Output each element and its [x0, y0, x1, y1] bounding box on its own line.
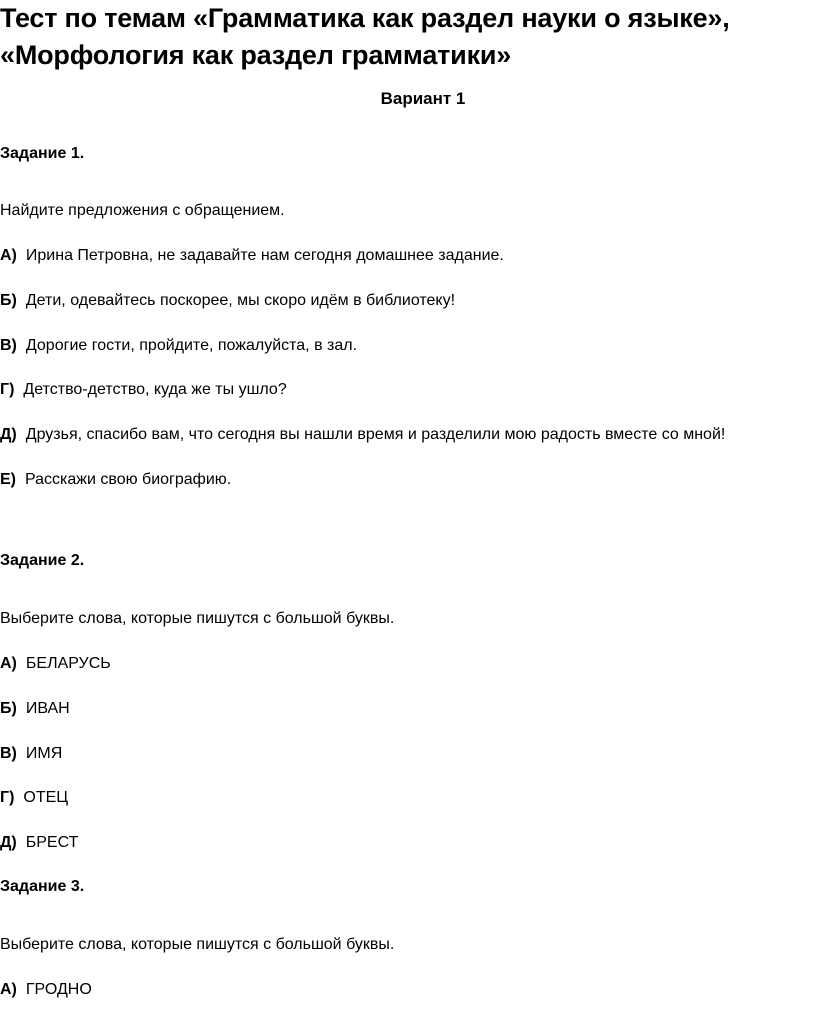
- option-text: Ирина Петровна, не задавайте нам сегодня домашнее задание.: [25, 247, 504, 264]
- option-letter: А): [0, 981, 17, 998]
- task-1-option-d: [0, 426, 725, 444]
- task-1-option-v: [0, 337, 357, 355]
- option-letter: Д): [0, 426, 17, 443]
- option-letter: В): [0, 745, 17, 762]
- task-3-heading: Задание 3.: [0, 878, 85, 895]
- option-letter: Д): [0, 834, 17, 851]
- task-2-option-b: [0, 700, 70, 718]
- option-text: Расскажи свою биографию.: [25, 471, 232, 488]
- option-letter: В): [0, 337, 17, 354]
- task-2-heading: Задание 2.: [0, 552, 85, 569]
- option-text: ИМЯ: [25, 745, 63, 762]
- task-1-prompt: Найдите предложения с обращением.: [0, 202, 285, 219]
- option-letter: Б): [0, 700, 17, 717]
- option-text: ГРОДНО: [25, 981, 92, 998]
- task-3-option-a: [0, 981, 92, 999]
- option-letter: А): [0, 247, 17, 264]
- task-2-option-g: [0, 789, 68, 807]
- task-2-option-a: [0, 655, 111, 673]
- task-1-option-e: [0, 471, 231, 489]
- option-text: Дорогие гости, пройдите, пожалуйста, в зал.: [25, 337, 358, 354]
- task-1-option-b: [0, 292, 455, 310]
- task-1-heading: Задание 1.: [0, 145, 85, 162]
- option-text: Друзья, спасибо вам, что сегодня вы нашли время и разделили мою радость вместе со мной!: [25, 426, 726, 443]
- option-letter: Е): [0, 471, 16, 488]
- option-text: ОТЕЦ: [23, 789, 69, 806]
- task-2-prompt: Выберите слова, которые пишутся с большой буквы.: [0, 610, 395, 627]
- option-letter: Б): [0, 292, 17, 309]
- task-1-option-a: [0, 247, 504, 265]
- variant-label: Вариант 1: [380, 89, 466, 108]
- task-2-option-v: [0, 745, 62, 763]
- option-text: Дети, одевайтесь поскорее, мы скоро идём в библиотеку!: [25, 292, 456, 309]
- option-text: БРЕСТ: [25, 834, 79, 851]
- option-letter: А): [0, 655, 17, 672]
- document-title-line-2: «Морфология как раздел грамматики»: [0, 40, 512, 70]
- option-letter: Г): [0, 789, 15, 806]
- option-letter: Г): [0, 381, 15, 398]
- document-title-line-1: Тест по темам «Грамматика как раздел науки о языке»,: [0, 3, 730, 33]
- task-1-option-g: [0, 381, 287, 399]
- option-text: Детство-детство, куда же ты ушло?: [23, 381, 287, 398]
- option-text: ИВАН: [25, 700, 70, 717]
- option-text: БЕЛАРУСЬ: [25, 655, 111, 672]
- document-title: [0, 0, 816, 74]
- task-2-option-d: [0, 834, 78, 852]
- task-3-prompt: Выберите слова, которые пишутся с большой буквы.: [0, 936, 395, 953]
